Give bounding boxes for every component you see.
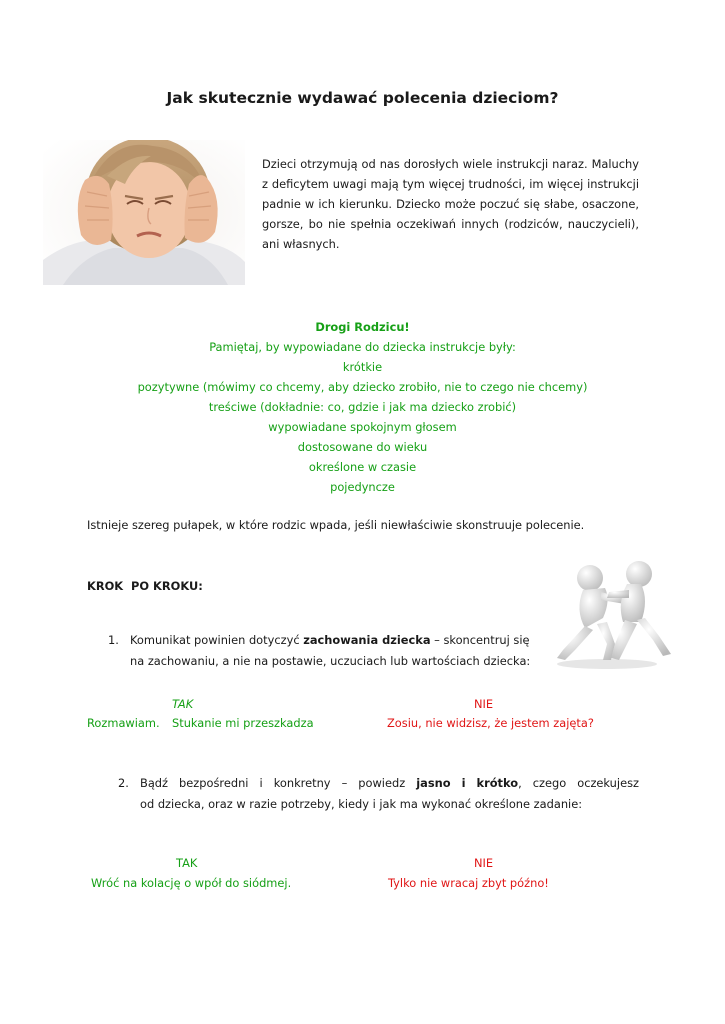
step2-emphasis-krotko: krótko bbox=[476, 776, 519, 790]
step1-number: 1. bbox=[108, 633, 119, 647]
step2-yes-label: TAK bbox=[176, 856, 198, 870]
advice-item: wypowiadane spokojnym głosem bbox=[268, 420, 457, 434]
step1-text: Komunikat powinien dotyczyć zachowania dziecka – skoncentruj się bbox=[130, 633, 530, 647]
step1-no-example: Zosiu, nie widzisz, że jestem zajęta? bbox=[387, 716, 594, 730]
step1-emphasis: zachowania dziecka bbox=[303, 633, 431, 647]
page-title: Jak skutecznie wydawać polecenia dzieciom? bbox=[166, 89, 559, 107]
step2-number: 2. bbox=[118, 776, 129, 790]
step1-yes-label: TAK bbox=[172, 697, 194, 711]
advice-item: dostosowane do wieku bbox=[297, 440, 428, 454]
step2-text-line2: od dziecka, oraz w razie potrzeby, kiedy i jak ma wykonać określone zadanie: bbox=[140, 797, 583, 811]
parent-advice-box bbox=[0, 317, 725, 497]
parent-advice-lead: Pamiętaj, by wypowiadane do dziecka instrukcje były: bbox=[209, 340, 516, 354]
step2-yes-example: Wróć na kolację o wpół do siódmej. bbox=[91, 876, 292, 890]
pitfalls-paragraph: Istnieje szereg pułapek, w które rodzic wpada, jeśli niewłaściwie skonstruuje polecenie. bbox=[87, 518, 585, 532]
step1-text-line2: na zachowaniu, a nie na postawie, uczuciach lub wartościach dziecka: bbox=[130, 654, 531, 668]
step1-yes-example-b: Stukanie mi przeszkadza bbox=[172, 716, 314, 730]
step1-no-label: NIE bbox=[474, 697, 494, 711]
advice-item: określone w czasie bbox=[308, 460, 417, 474]
step2-no-label: NIE bbox=[474, 856, 494, 870]
advice-item: treściwe (dokładnie: co, gdzie i jak ma dziecko zrobić) bbox=[208, 400, 517, 414]
advice-item: pojedyncze bbox=[330, 480, 395, 494]
steps-heading: KROK PO KROKU: bbox=[87, 579, 203, 593]
advice-item: pozytywne (mówimy co chcemy, aby dziecko zrobiło, nie to czego nie chcemy) bbox=[137, 380, 588, 394]
girl-covering-ears-photo bbox=[43, 140, 245, 285]
intro-paragraph: Dzieci otrzymują od nas dorosłych wiele instrukcji naraz. Maluchy z deficytem uwagi mają tym więcej trudności, im więcej instrukcji padnie w ich kierunku. Dziecko może poczuć się słabe, osaczone, gorsze, bo nie spełnia oczekiwań innych (rodziców, nauczycieli), ani własnych. bbox=[262, 157, 639, 251]
step2-emphasis-jasno: jasno bbox=[416, 776, 451, 790]
step1-yes-example-a: Rozmawiam. bbox=[87, 716, 160, 730]
two-white-figures-pushing-illustration bbox=[545, 540, 680, 673]
advice-item: krótkie bbox=[342, 360, 383, 374]
step2-text: Bądź bezpośredni i konkretny – powiedz jasno i krótko, czego oczekujesz bbox=[140, 773, 639, 793]
parent-advice-heading: Drogi Rodzicu! bbox=[315, 320, 410, 334]
step2-emphasis-i: i bbox=[461, 776, 466, 790]
step2-no-example: Tylko nie wracaj zbyt późno! bbox=[388, 876, 549, 890]
